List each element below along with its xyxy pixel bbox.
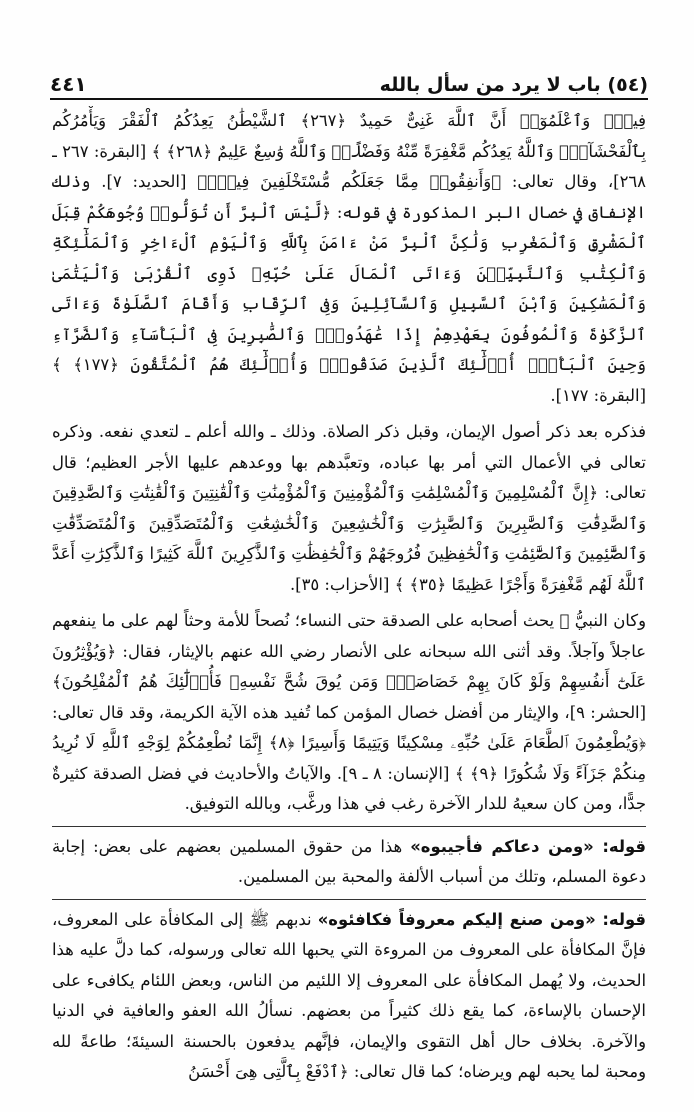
section-divider-2 bbox=[52, 899, 646, 900]
commentary-reciprocation-text: ندبهم ﷺ إلى المكافأة على المعروف، فإنَّ المكافأة على المعروف من المروءة التي يحبها الله تعالى ورسوله، كما دلَّ عليه هذا الحديث، ولا يُهمل المكافأة على المعروف إلا اللئيم من الناس، وبعض اللئام يكافىء على الإحسان بالإساءة، كما يقع ذلك كثيراً من بعضهم. نسألُ الله العفو والعافية في الدنيا والآخرة. بخلاف حال أهل التقوى والإيمان، فإنَّهم يدفعون بالحسنة السيئةَ؛ طاعةً لله ومحبة لما يحبه لهم ويرضاه؛ كما قال تعالى: ﴿ٱدْفَعْ بِٱلَّتِى هِىَ أَحْسَنُ bbox=[52, 909, 646, 1081]
commentary-reciprocation bbox=[52, 905, 646, 1088]
page-body bbox=[52, 106, 646, 1098]
hadith-quote-reciprocation: قوله: «ومن صنع إليكم معروفاً فكافئوه» bbox=[317, 909, 646, 929]
section-divider bbox=[52, 826, 646, 827]
commentary-invitation-text: هذا من حقوق المسلمين بعضهم على بعض: إجابة دعوة المسلم، وتلك من أسباب الألفة والمحبة بين المسلمين. bbox=[52, 836, 646, 886]
paragraph-2: فذكره بعد ذكر أصول الإيمان، وقبل ذكر الصلاة. وذلك ـ والله أعلم ـ لتعدي نفعه. وذكره تعالى في الأعمال التي أمر بها عباده، وتعبَّدهم بها ووعدهم عليها الأجر العظيم؛ قال تعالى: ﴿إِنَّ ٱلْمُسْلِمِينَ وَٱلْمُسْلِمَٰتِ وَٱلْمُؤْمِنِينَ وَٱلْمُؤْمِنَٰتِ وَٱلْقَٰنِتِينَ وَٱلْقَٰنِتَٰتِ وَٱلصَّٰدِقِينَ وَٱلصَّٰدِقَٰتِ وَٱلصَّٰبِرِينَ وَٱلصَّٰبِرَٰتِ وَٱلْخَٰشِعِينَ وَٱلْخَٰشِعَٰتِ وَٱلْمُتَصَدِّقِينَ وَٱلْمُتَصَدِّقَٰتِ وَٱلصَّٰٓئِمِينَ وَٱلصَّٰٓئِمَٰتِ وَٱلْحَٰفِظِينَ فُرُوجَهُمْ وَٱلْحَٰفِظَٰتِ وَٱلذَّٰكِرِينَ ٱللَّهَ كَثِيرًا وَٱلذَّٰكِرَٰتِ أَعَدَّ ٱللَّهُ لَهُم مَّغْفِرَةً وَأَجْرًا عَظِيمًا ﴿٣٥﴾ ﴾ [الأحزاب: ٣٥]. bbox=[52, 422, 646, 594]
page-number: ٤٤١ bbox=[50, 72, 87, 96]
page-header bbox=[50, 60, 648, 96]
header-rule bbox=[50, 98, 648, 100]
hadith-quote-invitation: قوله: «ومن دعاكم فأجيبوه» bbox=[410, 836, 646, 856]
paragraph-3: وكان النبيُّ ﷺ يحث أصحابه على الصدقة حتى النساء؛ نُصحاً للأمة وحثاً لهم على ما ينفعهم عاجلاً وآجلاً. وقد أثنى الله سبحانه على الأنصار رضي الله عنهم بالإيثار، فقال: ﴿وَيُؤْثِرُونَ عَلَىٰٓ أَنفُسِهِمْ وَلَوْ كَانَ بِهِمْ خَصَاصَةٌۚ وَمَن يُوقَ شُحَّ نَفْسِهِۦ فَأُو۟لَٰٓئِكَ هُمُ ٱلْمُفْلِحُونَ﴾ [الحشر: ٩]، والإيثار من أفضل خصال المؤمن كما تُفيد هذه الآية الكريمة، وقد قال تعالى: ﴿وَيُطْعِمُونَ ٱلطَّعَامَ عَلَىٰ حُبِّهِۦ مِسْكِينًا وَيَتِيمًا وَأَسِيرًا ﴿٨﴾ إِنَّمَا نُطْعِمُكُمْ لِوَجْهِ ٱللَّهِ لَا نُرِيدُ مِنكُمْ جَزَآءً وَلَا شُكُورًا ﴿٩﴾ ﴾ [الإنسان: ٨ ـ ٩]. والآياتُ والأحاديث في فضل الصدقة كثيرةٌ جدًّا، ومن كان سعيهُ للدار الآخرة رغب في هذا ورغَّب، وبالله التوفيق. bbox=[52, 611, 646, 813]
chapter-title: (٥٤) باب لا يرد من سأل بالله bbox=[379, 74, 648, 96]
commentary-invitation bbox=[52, 832, 646, 893]
paragraph-1: فِيهِۚ وَٱعْلَمُوٓا۟ أَنَّ ٱللَّهَ غَنِىٌّ حَمِيدٌ ﴿٢٦٧﴾ ٱلشَّيْطَٰنُ يَعِدُكُمُ ٱلْفَقْرَ وَيَأْمُرُكُم بِٱلْفَحْشَآءِۖ وَٱللَّهُ يَعِدُكُم مَّغْفِرَةً مِّنْهُ وَفَضْلًاۗ وَٱللَّهُ وَٰسِعٌ عَلِيمٌ ﴿٢٦٨﴾ ﴾ [البقرة: ٢٦٧ ـ ٢٦٨]، وقال تعالى: ﴿وَأَنفِقُوا۟ مِمَّا جَعَلَكُم مُّسْتَخْلَفِينَ فِيهِۖ﴾ [الحديد: ٧]. وذلك الإنفاق في خصال البر المذكورة في قوله: ﴿لَّيْسَ ٱلْبِرَّ أَن تُوَلُّوا۟ وُجُوهَكُمْ قِبَلَ ٱلْمَشْرِقِ وَٱلْمَغْرِبِ وَلَٰكِنَّ ٱلْبِرَّ مَنْ ءَامَنَ بِٱللَّهِ وَٱلْيَوْمِ ٱلْءَاخِرِ وَٱلْمَلَٰٓئِكَةِ وَٱلْكِتَٰبِ وَٱلنَّبِيِّـۧنَ وَءَاتَى ٱلْمَالَ عَلَىٰ حُبِّهِۦ ذَوِى ٱلْقُرْبَىٰ وَٱلْيَتَٰمَىٰ وَٱلْمَسَٰكِينَ وَٱبْنَ ٱلسَّبِيلِ وَٱلسَّآئِلِينَ وَفِى ٱلرِّقَابِ وَأَقَامَ ٱلصَّلَوٰةَ وَءَاتَى ٱلزَّكَوٰةَ وَٱلْمُوفُونَ بِعَهْدِهِمْ إِذَا عَٰهَدُوا۟ۖ وَٱلصَّٰبِرِينَ فِى ٱلْبَأْسَآءِ وَٱلضَّرَّآءِ وَحِينَ ٱلْبَأْسِۗ أُو۟لَٰٓئِكَ ٱلَّذِينَ صَدَقُوا۟ۖ وَأُو۟لَٰٓئِكَ هُمُ ٱلْمُتَّقُونَ ﴿١٧٧﴾ ﴾ [البقرة: ١٧٧]. bbox=[52, 111, 646, 405]
